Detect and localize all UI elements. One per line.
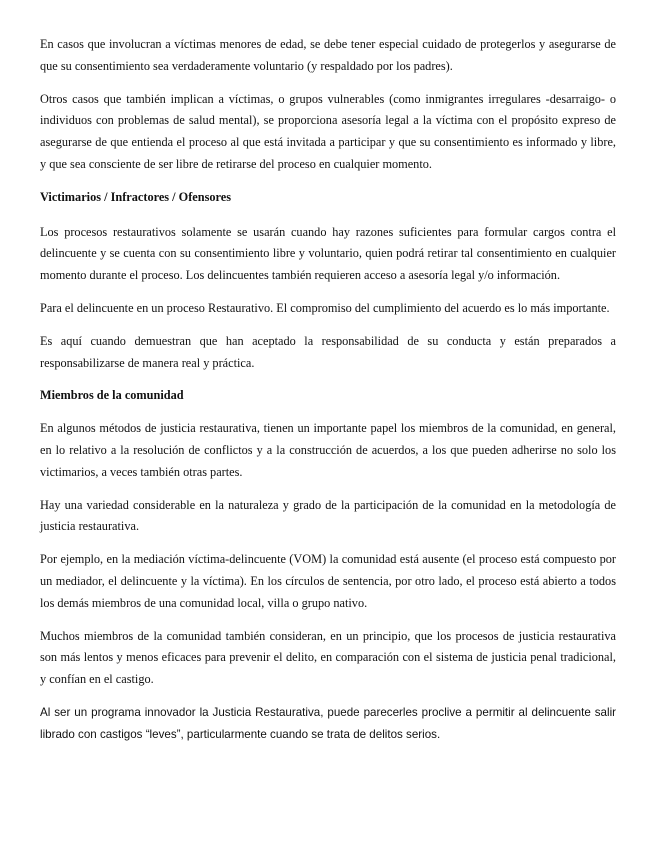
paragraph-community-innovation: Al ser un programa innovador la Justicia Restaurativa, puede parecerles proclive a permitir al delincuente salir librado con castigos “leves”, particularmente cuando se trata de delitos serios. (40, 705, 616, 741)
paragraph-offenders-commitment: Para el delincuente en un proceso Restaurativo. El compromiso del cumplimiento del acuerdo es lo más importante. (40, 300, 610, 315)
paragraph-vulnerable-groups: Otros casos que también implican a víctimas, o grupos vulnerables (como inmigrantes irregulares -desarraigo- o individuos con problemas de salud mental), se proporciona asesoría legal a la víctima con el propósito expreso de asegurarse de que entienda el proceso al que está invitada a participar y que su consentimiento es informado y libre, y que sea consciente de ser libre de retirarse del proceso en cualquier momento. (40, 91, 616, 171)
paragraph-community-perception: Muchos miembros de la comunidad también consideran, en un principio, que los procesos de justicia restaurativa son más lentos y menos eficaces para prevenir el delito, en comparación con el sistema de justicia penal tradicional, y confían en el castigo. (40, 628, 616, 687)
paragraph-offenders-responsibility: Es aquí cuando demuestran que han aceptado la responsabilidad de su conducta y están preparados a responsabilizarse de manera real y práctica. (40, 333, 616, 370)
document-page (40, 34, 616, 757)
paragraph-offenders-consent: Los procesos restaurativos solamente se usarán cuando hay razones suficientes para formular cargos contra el delincuente y se cuenta con su consentimiento libre y voluntario, quien podrá retirar tal consentimiento en cualquier momento durante el proceso. Los delincuentes también requieren acceso a asesoría legal y/o información. (40, 224, 616, 283)
paragraph-community-example: Por ejemplo, en la mediación víctima-delincuente (VOM) la comunidad está ausente (el proceso está compuesto por un mediador, el delincuente y la víctima). En los círculos de sentencia, por otro lado, el proceso está abierto a todos los demás miembros de una comunidad local, villa o grupo nativo. (40, 552, 616, 610)
paragraph-minors: En casos que involucran a víctimas menores de edad, se debe tener especial cuidado de protegerlos y asegurarse de que su consentimiento sea verdaderamente voluntario (y respaldado por los padres). (40, 37, 616, 73)
paragraph-community-role: En algunos métodos de justicia restaurativa, tienen un importante papel los miembros de la comunidad, en general, en lo relativo a la resolución de conflictos y a la construcción de acuerdos, a los que pueden adherirse no solo los victimarios, a veces también otras partes. (40, 421, 616, 479)
heading-community: Miembros de la comunidad (40, 388, 184, 403)
paragraph-community-variety: Hay una variedad considerable en la naturaleza y grado de la participación de la comunidad en la metodología de justicia restaurativa. (40, 497, 616, 534)
heading-offenders: Victimarios / Infractores / Ofensores (40, 189, 232, 204)
